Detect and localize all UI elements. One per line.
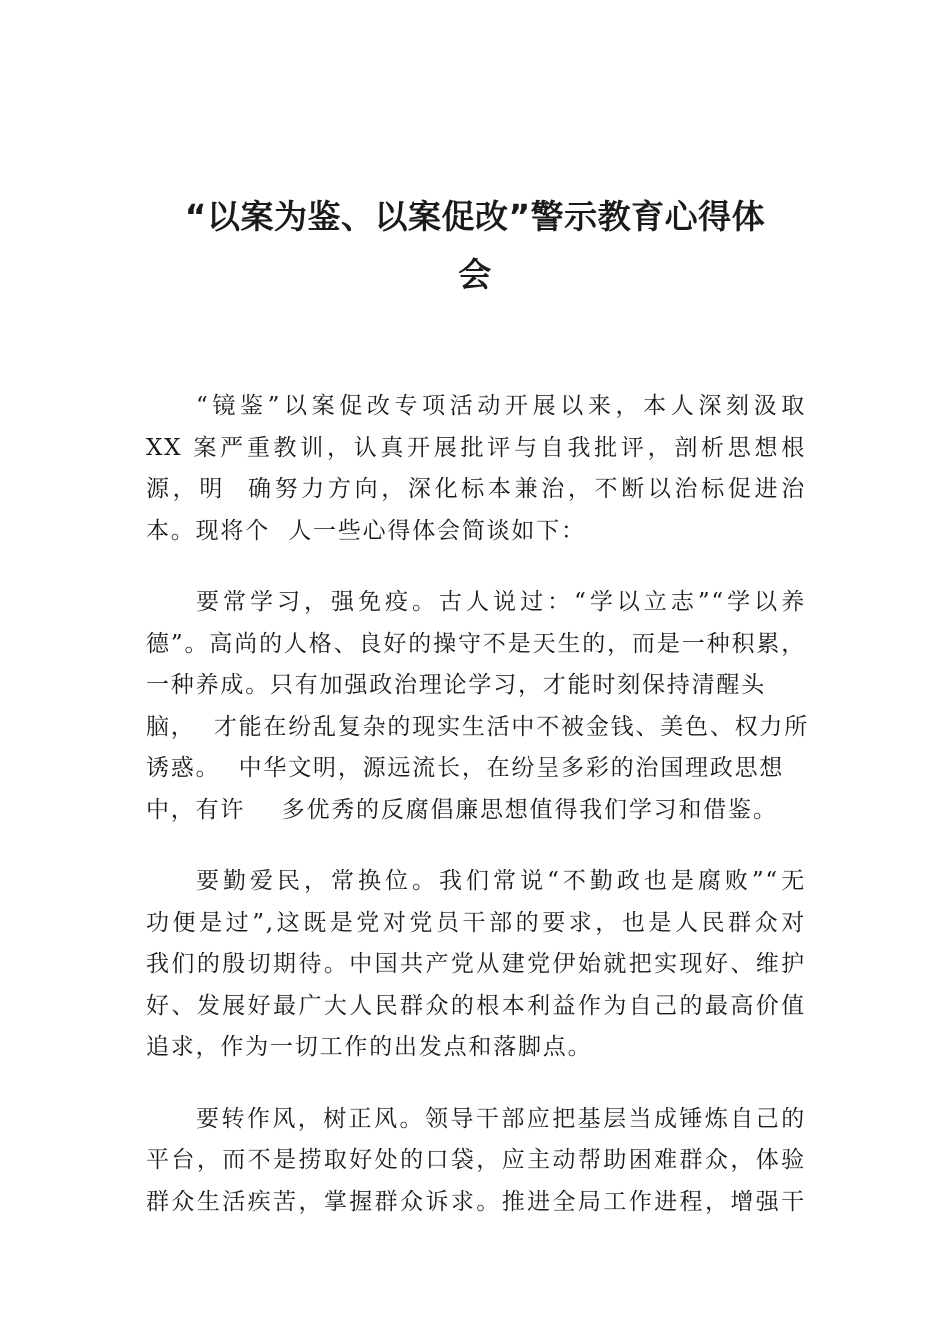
text-line: 中，有许 多优秀的反腐倡廉思想值得我们学习和借鉴。 (146, 796, 778, 823)
paragraph-style (146, 1099, 806, 1224)
text-line: 群众生活疾苦，掌握群众诉求。推进全局工作进程，增强干 (146, 1188, 806, 1215)
text-line: 要常学习，强免疫。古人说过：“学以立志”“学以养 (196, 589, 806, 615)
paragraph-intro (146, 386, 806, 552)
text-line: 要勤爱民，常换位。我们常说“不勤政也是腐败”“无 (196, 868, 806, 894)
text-line: 本。现将个 人一些心得体会简谈如下： (146, 517, 586, 544)
text-line: 我们的殷切期待。中国共产党从建党伊始就把实现好、维护 (146, 951, 806, 977)
paragraph-study (146, 582, 810, 831)
text-line: 要转作风，树正风。领导干部应把基层当成锤炼自己的 (196, 1105, 806, 1132)
text-line: XX 案严重教训，认真开展批评与自我批评，剖析思想根 (146, 434, 806, 461)
text-line: “镜鉴”以案促改专项活动开展以来，本人深刻汲取 (196, 393, 806, 419)
text-line: 功便是过”,这既是党对党员干部的要求，也是人民群众对 (146, 909, 806, 936)
text-line: 源，明 确努力方向，深化标本兼治，不断以治标促进治 (146, 476, 806, 502)
page-title (130, 188, 820, 304)
title-line-2: 会 (458, 255, 492, 294)
text-line: 追求，作为一切工作的出发点和落脚点。 (146, 1034, 593, 1060)
document-body (146, 386, 810, 1253)
text-line: 诱惑。 中华文明，源远流长，在纷呈多彩的治国理政思想 (146, 755, 785, 781)
text-line: 德”。高尚的人格、良好的操守不是天生的，而是一种积累， (146, 630, 806, 657)
text-line: 好、发展好最广大人民群众的根本利益作为自己的最高价值 (146, 992, 806, 1019)
title-line-1: “以案为鉴、以案促改”警示教育心得体 (184, 197, 766, 236)
text-line: 脑， 才能在纷乱复杂的现实生活中不被金钱、美色、权力所 (146, 713, 810, 740)
paragraph-people (146, 861, 806, 1069)
text-line: 平台，而不是捞取好处的口袋，应主动帮助困难群众，体验 (146, 1147, 806, 1173)
text-line: 一种养成。只有加强政治理论学习，才能时刻保持清醒头 (146, 672, 766, 698)
